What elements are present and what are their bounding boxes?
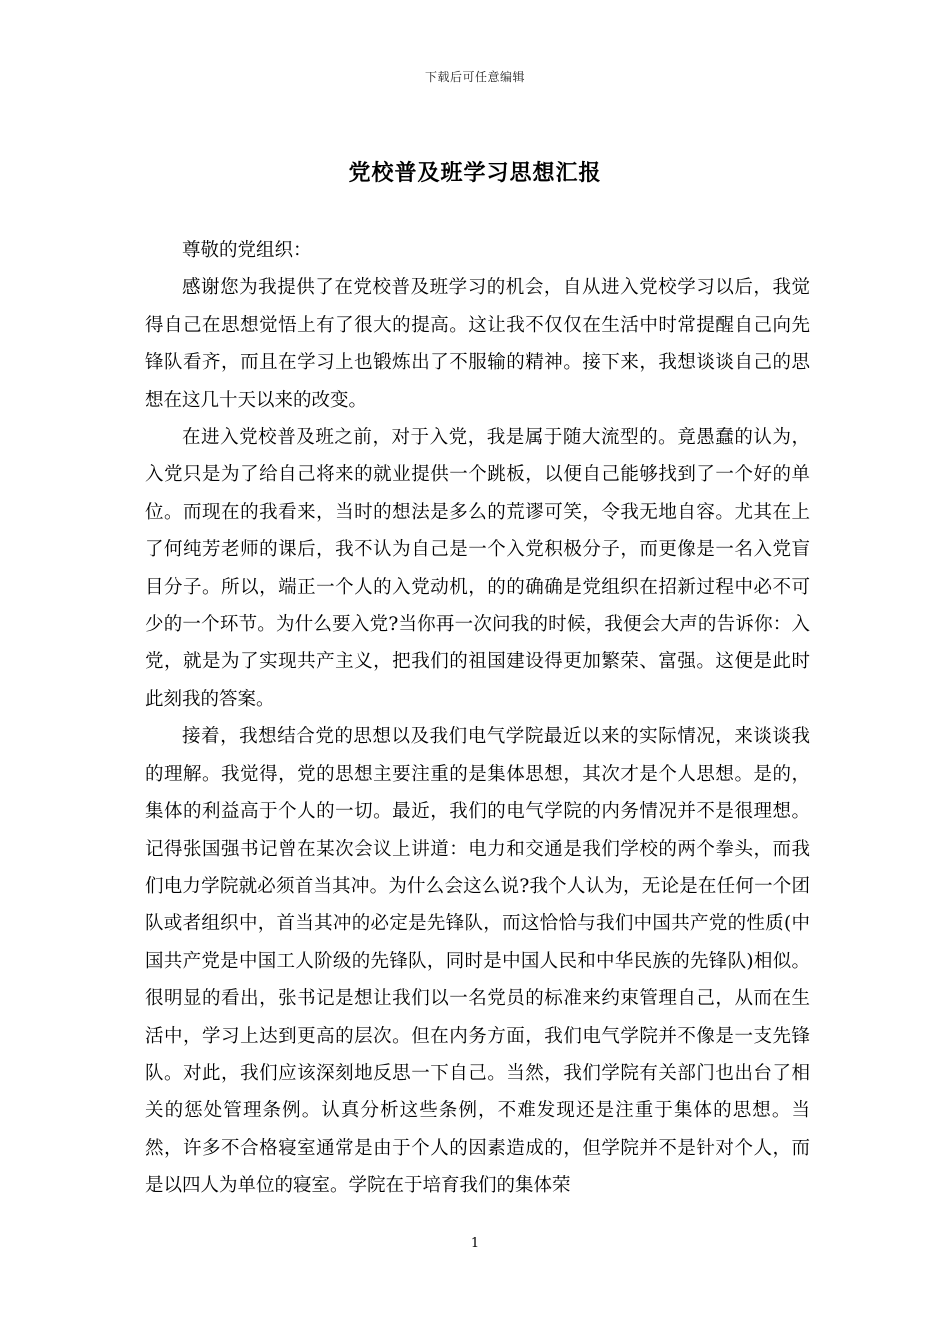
document-title: 党校普及班学习思想汇报 [348,160,602,186]
header-note: 下载后可任意编辑 [424,70,525,84]
salutation: 尊敬的党组织： [182,240,312,261]
paragraph-1: 感谢您为我提供了在党校普及班学习的机会，自从进入党校学习以后，我觉得自己在思想觉悟上有了很大的提高。这让我不仅仅在生活中时常提醒自己向先锋队看齐，而且在学习上也锻炼出了不服输的精神。接下来，我想谈谈自己的思想在这几十天以来的改变。 [145,277,810,411]
paragraph-3: 接着，我想结合党的思想以及我们电气学院最近以来的实际情况，来谈谈我的理解。我觉得，党的思想主要注重的是集体思想，其次才是个人思想。是的，集体的利益高于个人的一切。最近，我们的电气学院的内务情况并不是很理想。记得张国强书记曾在某次会议上讲道：电力和交通是我们学校的两个拳头，而我们电力学院就必须首当其冲。为什么会这么说?我个人认为，无论是在任何一个团队或者组织中，首当其冲的必定是先锋队，而这恰恰与我们中国共产党的性质(中国共产党是中国工人阶级的先锋队，同时是中国人民和中华民族的先锋队)相似。很明显的看出，张书记是想让我们以一名党员的标准来约束管理自己，从而在生活中，学习上达到更高的层次。但在内务方面，我们电气学院并不像是一支先锋队。对此，我们应该深刻地反思一下自己。当然，我们学院有关部门也出台了相关的惩处管理条例。认真分析这些条例，不难发现还是注重于集体的思想。当然，许多不合格寝室通常是由于个人的因素造成的，但学院并不是针对个人，而是以四人为单位的寝室。学院在于培育我们的集体荣 [145,726,810,1197]
document-body [145,232,810,1205]
paragraph-2: 在进入党校普及班之前，对于入党，我是属于随大流型的。竟愚蠢的认为，入党只是为了给自己将来的就业提供一个跳板，以便自己能够找到了一个好的单位。而现在的我看来，当时的想法是多么的荒谬可笑，令我无地自容。尤其在上了何纯芳老师的课后，我不认为自己是一个入党积极分子，而更像是一名入党盲目分子。所以，端正一个人的入党动机，的的确确是党组织在招新过程中必不可少的一个环节。为什么要入党?当你再一次问我的时候，我便会大声的告诉你：入党，就是为了实现共产主义，把我们的祖国建设得更加繁荣、富强。这便是此时此刻我的答案。 [145,427,810,710]
page-number: 1 [470,1236,480,1251]
